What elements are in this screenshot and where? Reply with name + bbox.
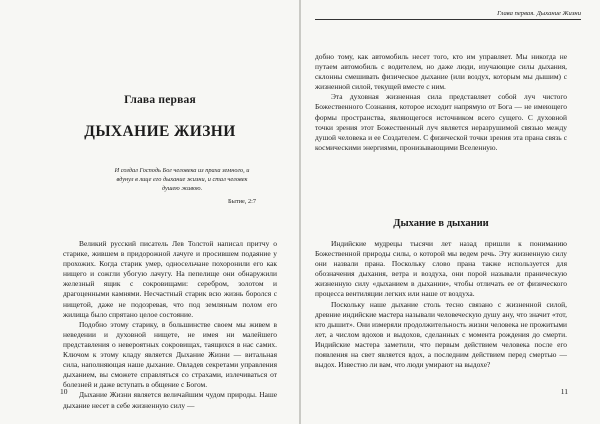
chapter-label: Глава первая	[124, 94, 196, 106]
left-body-text	[63, 239, 277, 411]
right-body-text-top	[315, 52, 567, 153]
section-heading: Дыхание в дыхании	[393, 218, 489, 229]
paragraph: Индийские мудрецы тысячи лет назад пришли к пониманию Божественной природы силы, о которой мы ведем речь. Эту жизненную силу они назвали прана. Поскольку слово прана также используется для обозначения дыхания, ветра и воздуха, они порой называли праническую жизненную силу «дыханием в дыхании», чтобы отличать ее от физического процесса вентиляции легких или наше от воздуха.	[315, 239, 567, 299]
paragraph: добно тому, как автомобиль несет того, кто им управляет. Мы никогда не путаем автомобиль с водителем, но даже люди, изучающие силы дыхания, склонны смешивать физическое дыхание (или воздух, которым мы дышим) с жизненной силой, текущей вместе с ним.	[315, 52, 567, 92]
right-body-text-bottom	[315, 239, 567, 370]
chapter-title: ДЫХАНИЕ ЖИЗНИ	[84, 123, 236, 140]
page-number-right: 11	[560, 387, 568, 396]
paragraph: Эта духовная жизненная сила представляет собой луч чистого Божественного Сознания, которое исходит напрямую от Бога — не имеющего формы пространства, являющегося источником всего сущего. С духовной точки зрения этот Божественный луч является неразрушимой связью между душой человека и ее Создателем. С физической точки зрения эта прана связь с космическими энергиями, пронизывающими Вселенную.	[315, 92, 567, 152]
paragraph: Поскольку наше дыхание столь тесно связано с жизненной силой, древние индийские мастера называли человеческую душу ану, что значит «тот, кто дышит». Они измеряли продолжительность жизни человека не прожитыми лет, а числом вдохов и выдохов, сделанных с момента рождения до смерти. Индийские мастера заметили, что первым действием человека после его появления на свет является вдох, а последним действием перед смертью — выдох. Известно ли вам, что люди умирают на выдохе?	[315, 299, 567, 370]
epigraph-source: Бытие, 2:7	[228, 198, 256, 205]
right-page	[301, 0, 600, 424]
paragraph: Подобно этому старику, в большинстве своем мы живем в неведении и духовной нищете, не имея ни малейшего представления о невероятных сокровищах, таящихся в нас самих. Ключом к этому кладу является Дыхание Жизни — витальная сила, наполняющая наше дыхание. Овладев секретами управления дыханием, вы сможете справляться со страхами, излечиваться от болезней и даже вступать в общение с Богом.	[63, 319, 277, 390]
left-page	[0, 0, 299, 424]
paragraph: Великий русский писатель Лев Толстой написал притчу о старике, жившем в придорожной лачуге и просившем подаяние у прохожих. Когда старик умер, односельчане похоронили его как нищего и сожгли убогую лачугу. На пепелище они обнаружили железный ящик с сокровищами: серебром, золотом и драгоценными камнями. Несчастный старик всю жизнь боролся с нищетой, даже не подозревая, что под земляным полом его жилища было спрятано целое состояние.	[63, 239, 277, 319]
page-number-left: 10	[60, 387, 68, 396]
running-head: Глава первая. Дыхание Жизни	[315, 10, 581, 20]
paragraph: Дыхание Жизни является величайшим чудом природы. Наше дыхание несет в себе жизненную силу —	[63, 390, 277, 410]
epigraph-text: И создал Господь Бог человека из праха земного, и вдунул в лице его дыхание жизни, и стал человек душею живою.	[114, 167, 250, 193]
